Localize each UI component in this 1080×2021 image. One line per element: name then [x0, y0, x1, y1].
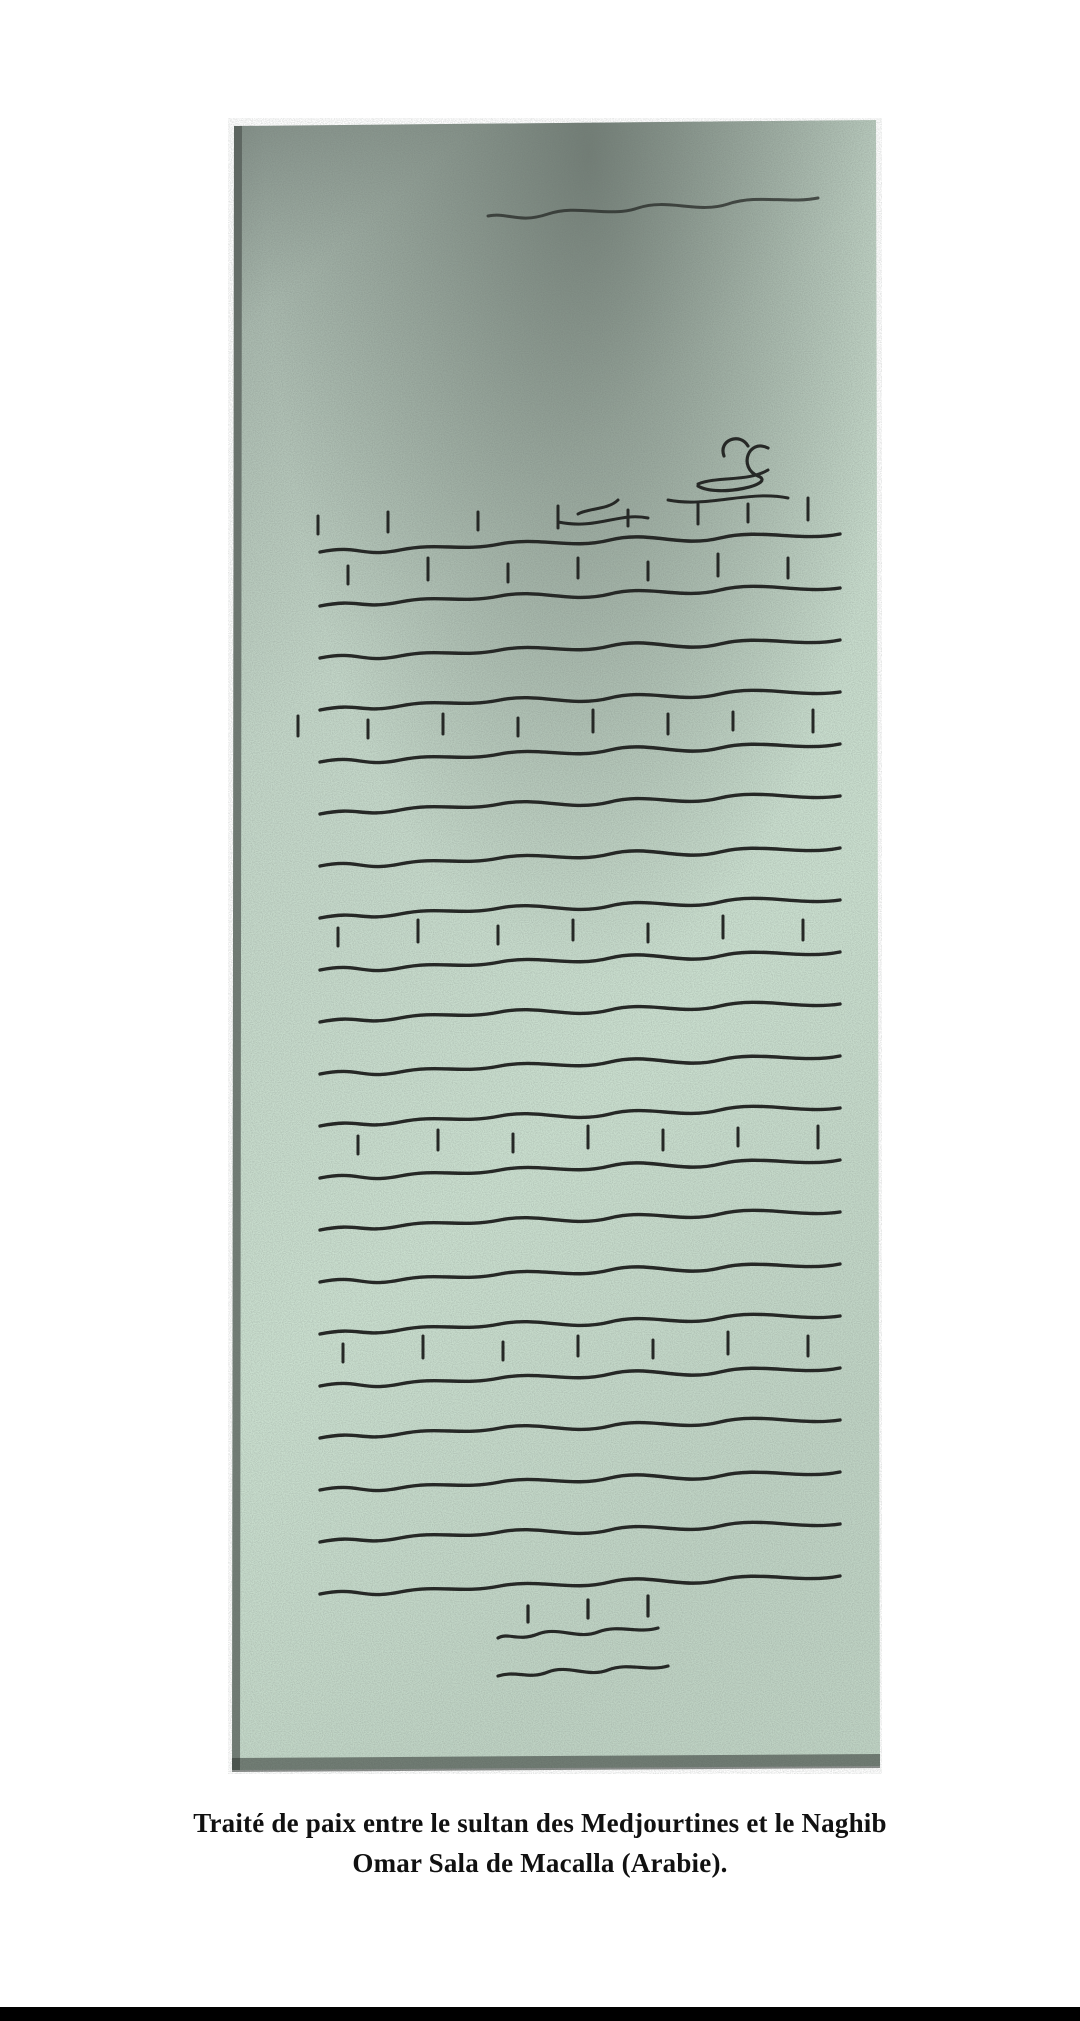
- caption-line-1: Traité de paix entre le sultan des Medjourtines et le Naghib: [193, 1808, 887, 1838]
- figure-caption: [60, 1803, 1020, 1883]
- manuscript-photo: [228, 118, 882, 1774]
- manuscript-figure: [228, 118, 882, 1774]
- caption-line-2: Omar Sala de Macalla (Arabie).: [352, 1848, 728, 1878]
- page-bottom-rule: [0, 2007, 1080, 2021]
